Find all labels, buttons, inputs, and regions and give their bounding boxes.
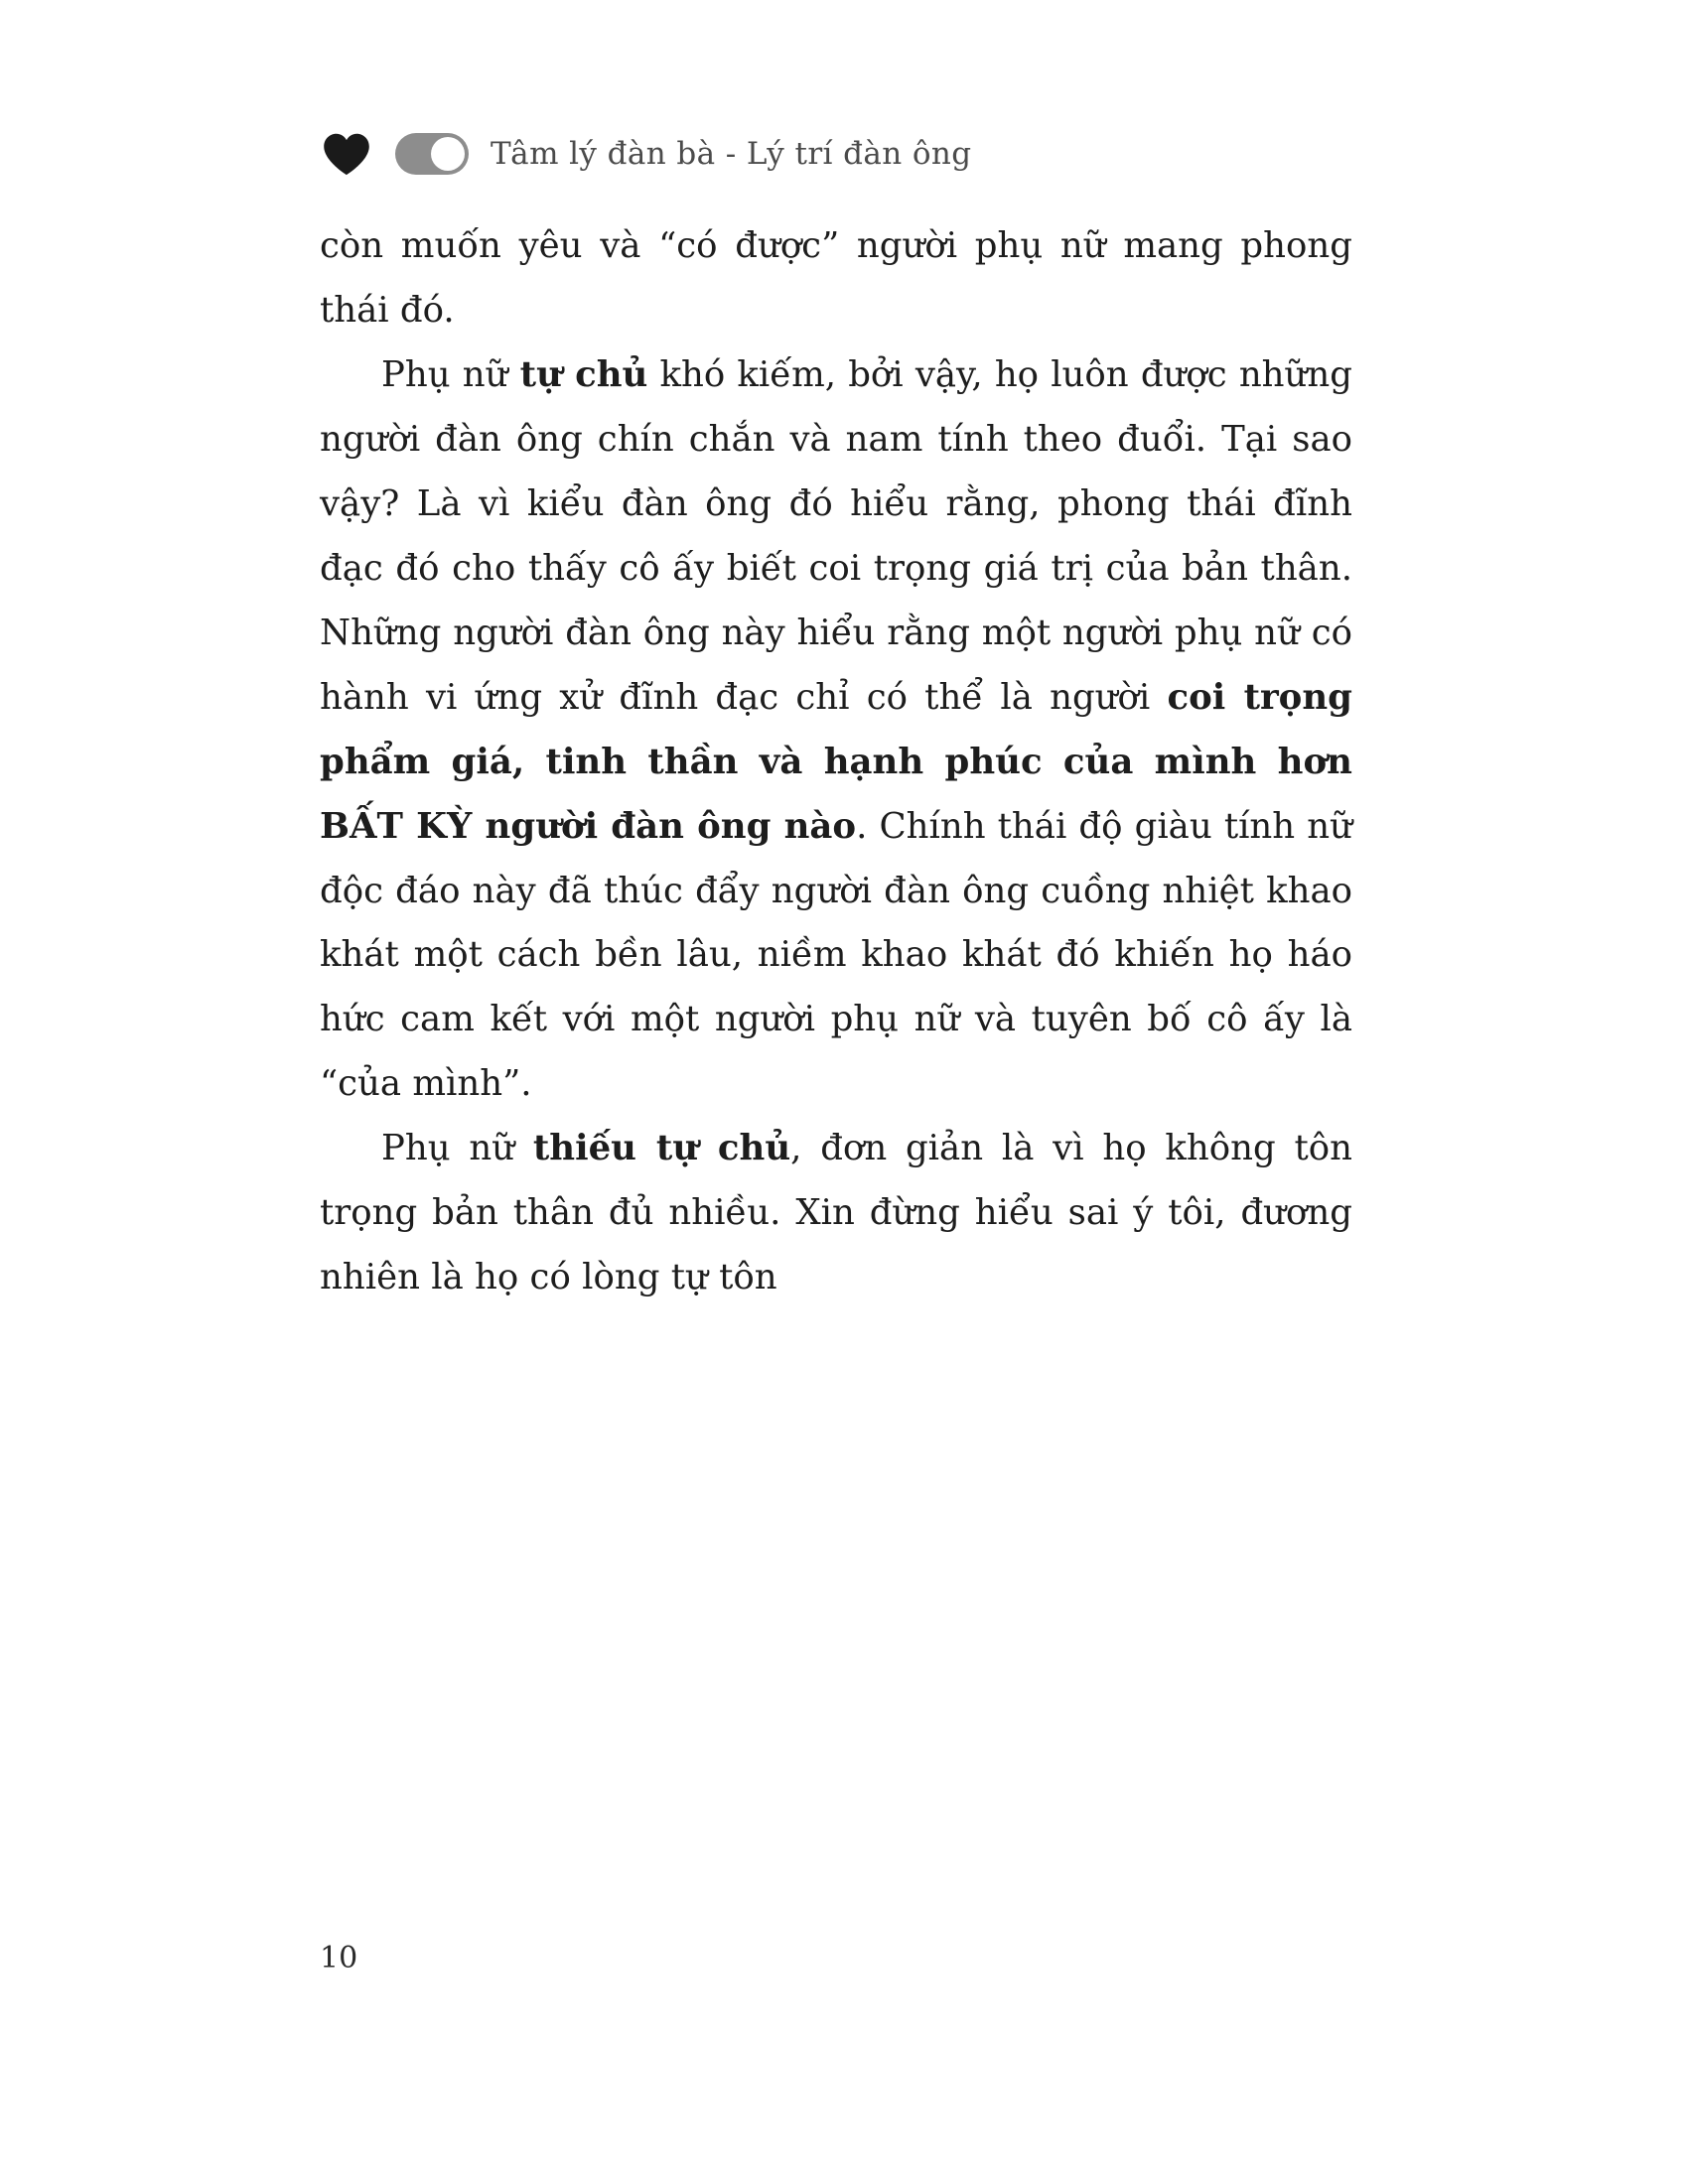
text-run-bold: tự chủ [519,353,648,395]
text-run: khó kiếm, bởi vậy, họ luôn được những người đàn ông chín chắn và nam tính theo đuổi. Tại sao vậy? Là vì kiểu đàn ông đó hiểu rằng, phong thái đĩnh đạc đó cho thấy cô ấy biết coi trọng giá trị của bản thân. Những người đàn ông này hiểu rằng một người phụ nữ có hành vi ứng xử đĩnh đạc chỉ có thể là người [320,353,1352,718]
paragraph [320,214,1352,343]
text-run: , đơn giản là vì họ không tôn trọng bản thân đủ nhiều. Xin đừng hiểu sai ý tôi, đương nhiên là họ có lòng tự tôn [320,1128,1352,1298]
running-title: Tâm lý đàn bà - Lý trí đàn ông [491,136,972,172]
body-text [320,214,1352,1310]
text-run: còn muốn yêu và “có được” người phụ nữ mang phong thái đó. [320,225,1352,331]
running-header [320,119,1352,189]
toggle-knob [431,137,465,171]
paragraph [320,343,1352,1117]
page-content [320,119,1352,1310]
text-run: . Chính thái độ giàu tính nữ độc đáo này đã thúc đẩy người đàn ông cuồng nhiệt khao khát một cách bền lâu, niềm khao khát đó khiến họ háo hức cam kết với một người phụ nữ và tuyên bố cô ấy là “của mình”. [320,805,1352,1105]
heart-icon [320,127,373,181]
text-run-bold: coi trọng phẩm giá, tinh thần và hạnh phúc của mình hơn BẤT KỲ người đàn ông nào [320,676,1352,847]
page-number: 10 [320,1941,358,1976]
text-run: Phụ nữ [381,1128,533,1169]
text-run: Phụ nữ [381,353,520,395]
paragraph [320,1117,1352,1310]
toggle-switch[interactable] [395,133,469,175]
text-run-bold: thiếu tự chủ [532,1128,791,1169]
